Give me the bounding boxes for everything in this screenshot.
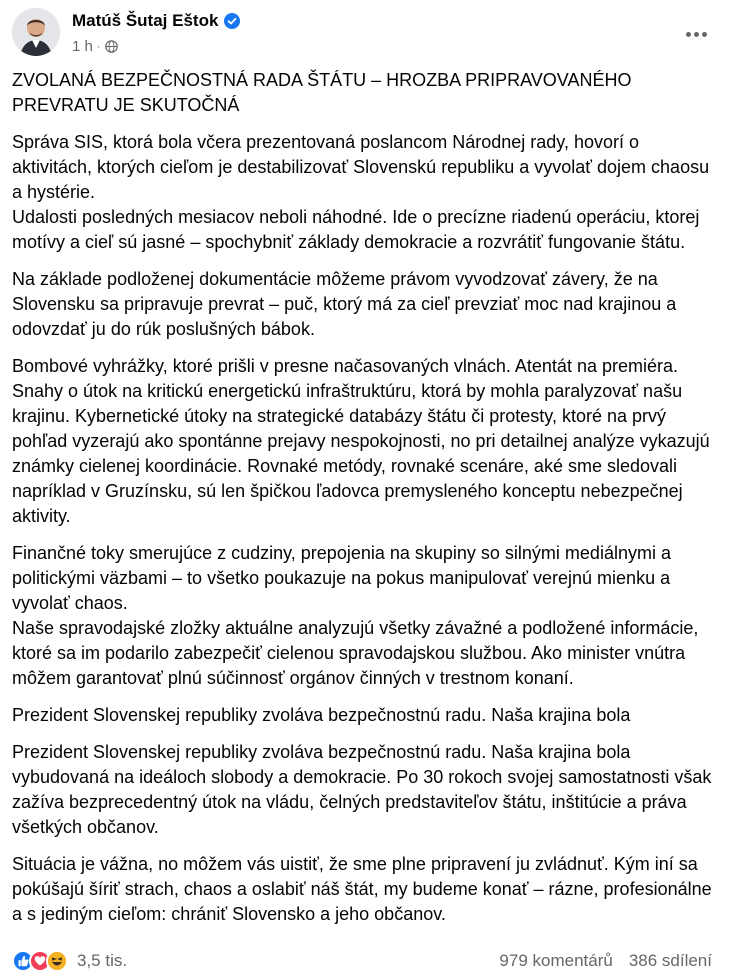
author-row (72, 11, 240, 31)
post-paragraph: Prezident Slovenskej republiky zvoláva bezpečnostnú radu. Naša krajina bola (12, 705, 631, 725)
post-paragraph: Bombové vyhrážky, ktoré prišli v presne načasovaných vlnách. Atentát na premiéra. Snahy o útok na kritickú energetickú infraštruktúru, ktorá by mohla paralyzovať našu krajinu. Kybernetické útoky na strategické databázy štátu či protesty, ktoré na prvý pohľad vyzerajú ako spontánne prejavy nespokojnosti, no pri detailnej analýze vykazujú známky cielenej koordinácie. Rovnaké metódy, rovnaké scenáre, aké sme sledovali napríklad v Gruzínsku, sú len špičkou ľadovca premysleného konceptu nebezpečnej aktivity. (12, 356, 710, 526)
post-paragraph: Situácia je vážna, no môžem vás uistiť, že sme plne pripravení ju zvládnuť. Kým iní sa pokúšajú šíriť strach, chaos a oslabiť náš štát, my budeme konať – rázne, profesionálne a s jediným cieľom: chrániť Slovensko a jeho občanov. (12, 854, 712, 924)
post-header (12, 8, 718, 64)
globe-icon (105, 40, 118, 53)
post-title: ZVOLANÁ BEZPEČNOSTNÁ RADA ŠTÁTU – HROZBA PRIPRAVOVANÉHO PREVRATU JE SKUTOČNÁ (12, 70, 632, 115)
post-paragraph: Finančné toky smerujúce z cudziny, prepojenia na skupiny so silnými mediálnymi a politickými väzbami – to všetko poukazuje na pokus manipulovať verejnú mienku a vyvolať chaos. Naše spravodajské zložky aktuálne analyzujú všetky závažné a podložené informácie, ktoré sa im podarilo zabezpečiť cielenou spravodajskou službou. Ako minister vnútra môžem garantovať plnú súčinnosť orgánov činných v trestnom konaní. (12, 543, 699, 688)
post-stats (499, 951, 712, 971)
more-dot-icon (694, 32, 699, 37)
reactions-count[interactable]: 3,5 tis. (77, 951, 128, 970)
shares-count[interactable]: 386 sdílení (628, 951, 712, 970)
post-paragraph: Správa SIS, ktorá bola včera prezentovaná poslancom Národnej rady, hovorí o aktivitách, ktorých cieľom je destabilizovať Slovenskú republiku a vyvolať dojem chaosu a hystérie. Udalosti posledných mesiacov neboli náhodné. Ide o precízne riadenú operáciu, ktorej motívy a cieľ sú jasné – spochybniť základy demokracie a rozvrátiť fungovanie štátu. (12, 132, 710, 252)
post-content (12, 68, 716, 939)
haha-icon (46, 950, 68, 972)
post-time[interactable]: 1 h (72, 38, 93, 55)
meta-separator: · (96, 40, 101, 53)
post-meta (72, 38, 118, 55)
post-footer (12, 950, 718, 978)
more-dot-icon (686, 32, 691, 37)
more-options-button[interactable] (678, 16, 714, 52)
reactions-summary[interactable] (12, 950, 127, 972)
more-dot-icon (702, 32, 707, 37)
post-paragraph: Na základe podloženej dokumentácie môžeme právom vyvodzovať závery, že na Slovensku sa pripravuje prevrat – puč, ktorý má za cieľ prevziať moc nad krajinou a odovzdať ju do rúk poslušných bábok. (12, 269, 677, 339)
author-name[interactable]: Matúš Šutaj Eštok (72, 11, 219, 30)
verified-badge-icon (224, 13, 240, 29)
comments-count[interactable]: 979 komentárů (499, 951, 613, 970)
post-paragraph: Prezident Slovenskej republiky zvoláva bezpečnostnú radu. Naša krajina bola vybudovaná na ideáloch slobody a demokracie. Po 30 rokoch svojej samostatnosti však zažíva bezprecedentný útok na vládu, čelných predstaviteľov štátu, inštitúcie a práva všetkých občanov. (12, 742, 712, 837)
author-avatar[interactable] (12, 8, 60, 56)
avatar-image (12, 8, 60, 56)
